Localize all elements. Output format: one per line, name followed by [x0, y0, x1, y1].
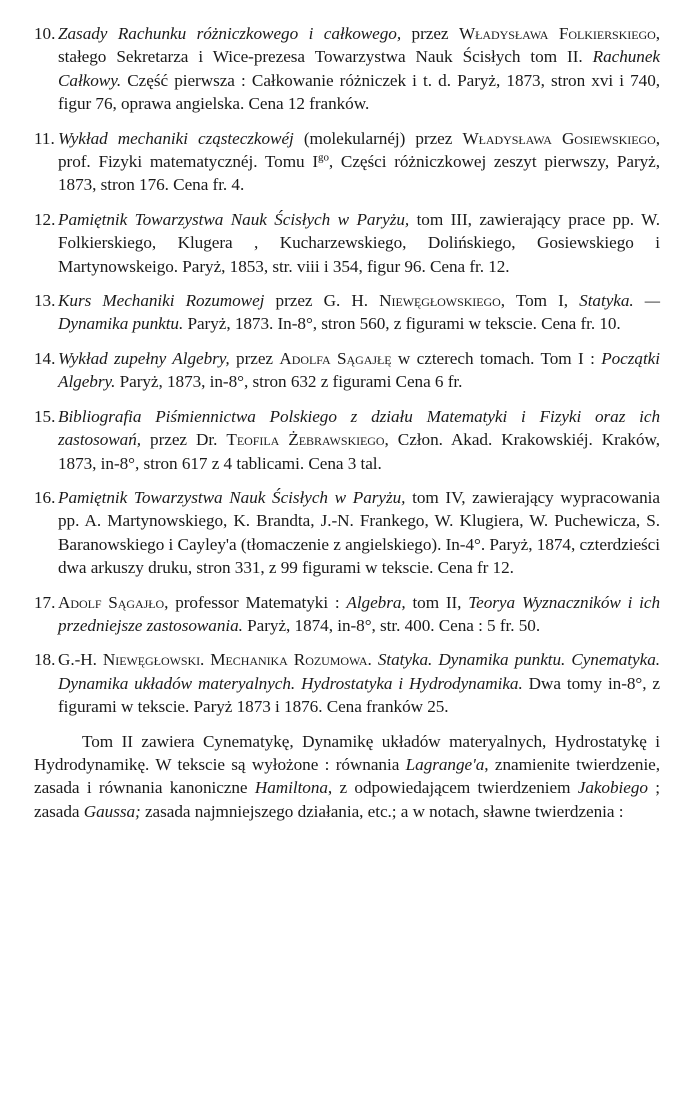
text-segment: Pamiętnik Towarzystwa Nauk Ścisłych w Paryżu,	[58, 487, 406, 507]
text-segment: ; zasada	[34, 778, 660, 821]
bibliography-entry-12	[34, 208, 660, 278]
text-segment: tom II,	[405, 592, 469, 612]
text-segment: , Części różniczkowej zeszyt pierwszy, Paryż, 1873, stron 176. Cena fr. 4.	[58, 152, 660, 195]
bibliography-entry-10	[34, 22, 660, 116]
text-segment: , professor Matematyki :	[164, 592, 347, 612]
text-segment: przez	[264, 291, 324, 311]
text-segment: , prof. Fizyki matematycznéj. Tomu I	[58, 128, 660, 172]
text-segment: (molekularnéj) przez	[293, 128, 463, 148]
text-segment: tom IV, zawierający wypracowania pp. A. Martynowskiego, K. Brandta, J.-N. Frankego, W. Klugiera, W. Puchewicza, S. Baranowskiego i Cayley'a (tłomaczenie z angielskiego). In-4°. Paryż, 1874, czterdzieści dwa arkuszy druku, stron 331, z 99 figurami w tekscie. Cena fr 12.	[58, 487, 660, 578]
text-segment: zasada najmniejszego działania, etc.; a w notach, sławne twierdzenia :	[140, 801, 624, 821]
text-segment: Zasady Rachunku różniczkowego i całkowego,	[58, 24, 402, 43]
text-segment: Część pierwsza : Całkowanie różniczek i t. d. Paryż, 1873, stron xvi i 740, figur 76, oprawa angielska. Cena 12 franków.	[58, 70, 660, 114]
entry-number: 18.	[34, 650, 56, 670]
text-segment: Adolf Sągajło	[58, 592, 165, 612]
bibliography-list	[34, 22, 660, 719]
text-segment: Początki Algebry.	[58, 348, 660, 392]
text-segment: Tom II zawiera Cynematykę, Dynamikę układów materyalnych, Hydrostatykę i Hydrodynamikę. W tekscie są wyłożone : równania	[34, 731, 660, 774]
entry-number: 15.	[34, 406, 56, 426]
text-segment: Lagrange'a	[405, 754, 485, 774]
text-segment: Kurs Mechaniki Rozumowej	[58, 291, 265, 311]
bibliography-entry-14	[34, 347, 660, 394]
text-segment: Gaussa;	[83, 801, 141, 821]
text-segment: Władysława Folkierskiego	[458, 24, 656, 43]
text-segment: , z odpowiedającem twierdzeniem	[327, 778, 578, 798]
text-segment: Statyka. Dynamika punktu. Cynematyka. Dynamika układów materyalnych. Hydrostatyka i Hydrodynamika.	[58, 650, 661, 693]
text-segment: Statyka. — Dynamika punktu.	[58, 291, 661, 334]
entry-number: 12.	[34, 209, 56, 229]
text-segment: Pamiętnik Towarzystwa Nauk Ścisłych w Paryżu,	[58, 209, 410, 229]
entry-number: 10.	[34, 24, 56, 43]
entry-number: 16.	[34, 487, 56, 507]
text-segment: w czterech tomach. Tom I :	[391, 348, 602, 368]
text-segment: , znamienite twierdzenie, zasada i równania kanoniczne	[34, 754, 660, 798]
text-segment: Bibliografia Piśmiennictwa Polskiego z działu Matematyki i Fizyki oraz ich zastosowań,	[58, 406, 660, 450]
document-page	[34, 22, 660, 823]
text-segment: , Człon. Akad. Krakowskiéj. Kraków, 1873, in-8°, stron 617 z 4 tablicami. Cena 3 tal.	[58, 430, 660, 473]
text-segment: przez Dr.	[141, 430, 227, 450]
text-segment: Dwa tomy in-8°, z figurami w tekscie. Paryż 1873 i 1876. Cena franków 25.	[58, 673, 661, 717]
text-segment: Władysława Gosiewskiego	[462, 128, 656, 148]
text-segment: , Tom I,	[500, 291, 580, 311]
entry-number: 13.	[34, 291, 56, 311]
text-segment: Hamiltona	[254, 778, 328, 798]
text-segment: Jakobiego	[577, 778, 648, 798]
text-segment: G. H. Niewęgłowskiego	[323, 291, 501, 311]
bibliography-entry-13	[34, 289, 660, 336]
text-segment: , stałego Sekretarza i Wice-prezesa Towarzystwa Nauk Ścisłych tom II.	[58, 24, 661, 67]
text-segment: G.-H. Niewęgłowski. Mechanika Rozumowa.	[58, 650, 372, 670]
text-segment: go	[318, 151, 329, 164]
text-segment: Paryż, 1874, in-8°, str. 400. Cena : 5 fr. 50.	[242, 615, 541, 635]
closing-paragraph	[34, 730, 660, 824]
bibliography-entry-17	[34, 591, 660, 638]
entry-number: 11.	[34, 128, 55, 148]
entry-number: 14.	[34, 348, 56, 368]
bibliography-entry-18	[34, 648, 660, 718]
text-segment: Paryż, 1873. In-8°, stron 560, z figurami w tekscie. Cena fr. 10.	[183, 314, 621, 334]
text-segment: Wykład mechaniki cząsteczkowéj	[58, 128, 294, 148]
text-segment: tom III, zawierający prace pp. W. Folkierskiego, Klugera , Kucharzewskiego, Dolińskiego, Gosiewskiego i Martynowskeigo. Paryż, 1853, str. viii i 354, figur 96. Cena fr. 12.	[58, 209, 660, 276]
text-segment: Paryż, 1873, in-8°, stron 632 z figurami Cena 6 fr.	[115, 372, 463, 392]
text-segment: przez	[401, 24, 459, 43]
text-segment: Wykład zupełny Algebry,	[58, 348, 230, 368]
text-segment: przez	[229, 348, 280, 368]
text-segment: Rachunek Całkowy.	[58, 47, 660, 90]
entry-number: 17.	[34, 592, 56, 612]
bibliography-entry-11	[34, 127, 660, 197]
bibliography-entry-16	[34, 486, 660, 580]
bibliography-entry-15	[34, 405, 660, 475]
text-segment: Algebra,	[346, 592, 406, 612]
text-segment: Adolfa Sągajłę	[279, 348, 392, 368]
text-segment: Teofila Żebrawskiego	[226, 430, 385, 450]
text-segment: Teorya Wyznaczników i ich przedniejsze zastosowania.	[58, 592, 660, 635]
